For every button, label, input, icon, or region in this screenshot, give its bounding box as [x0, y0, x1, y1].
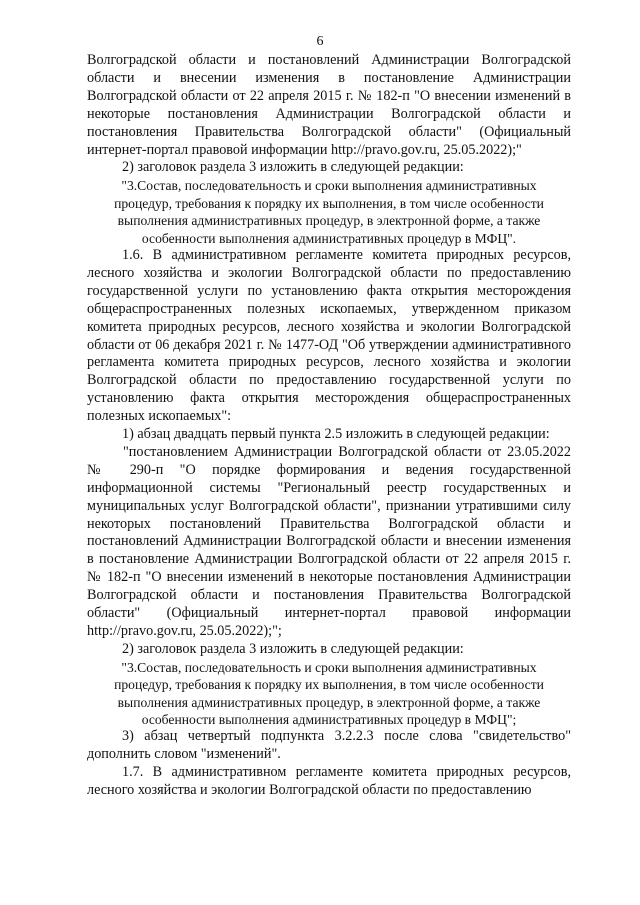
- quoted-heading-2: "3.Состав, последовательность и сроки выполнения административных процедур, требования к порядку их выполнения, в том числе особенности выполнения административных процедур, в электронной форме, а также особенности выполнения административных процедур в МФЦ";: [114, 659, 544, 728]
- paragraph-item-2b: 2) заголовок раздела 3 изложить в следующей редакции:: [122, 640, 464, 657]
- paragraph-item-3: 3) абзац четвертый подпункта 3.2.2.3 после слова "свидетельство" дополнить словом "изменений".: [87, 728, 571, 763]
- paragraph-item-1: 1) абзац двадцать первый пункта 2.5 изложить в следующей редакции:: [122, 426, 550, 443]
- paragraph-continuation: Волгоградской области и постановлений Администрации Волгоградской области и внесении изменения в постановление Администрации Волгоградской области от 22 апреля 2015 г. № 182-п "О внесении изменений в некоторые постановления Администрации Волгоградской области и постановления Правительства Волгоградской области" (Официальный интернет-портал правовой информации http://pravo.gov.ru, 25.05.2022);": [87, 52, 571, 158]
- paragraph-item-2: 2) заголовок раздела 3 изложить в следующей редакции:: [122, 159, 464, 176]
- document-body: [87, 52, 571, 800]
- quoted-heading-1: "3.Состав, последовательность и сроки выполнения административных процедур, требования к порядку их выполнения, в том числе особенности выполнения административных процедур, в электронной форме, а также особенности выполнения административных процедур в МФЦ".: [114, 178, 544, 246]
- paragraph-quoted-text: "постановлением Администрации Волгоградской области от 23.05.2022 № 290-п "О порядке формирования и ведения государственной информационной системы "Региональный реестр государственных и муниципальных услуг Волгоградской области", признании утратившими силу некоторых постановлений Правительства Волгоградской области и постановлений Администрации Волгоградской области и внесении изменения в постановление Администрации Волгоградской области от 22 апреля 2015 г. № 182-п "О внесении изменений в некоторые постановления Администрации Волгоградской области и постановления Правительства Волгоградской области" (Официальный интернет-портал правовой информации http://pravo.gov.ru, 25.05.2022);";: [87, 443, 571, 639]
- paragraph-1-7: 1.7. В административном регламенте комитета природных ресурсов, лесного хозяйства и экологии Волгоградской области по предоставлению: [87, 764, 571, 799]
- paragraph-1-6: 1.6. В административном регламенте комитета природных ресурсов, лесного хозяйства и экологии Волгоградской области по предоставлению государственной услуги по установлению факта открытия месторождения общераспространенных полезных ископаемых, утвержденном приказом комитета природных ресурсов, лесного хозяйства и экологии Волгоградской области от 06 декабря 2021 г. № 1477-ОД "Об утверждении административного регламента комитета природных ресурсов, лесного хозяйства и экологии Волгоградской области по предоставлению государственной услуги по установлению факта открытия месторождения общераспространенных полезных ископаемых":: [87, 246, 571, 425]
- page-number: 6: [316, 34, 324, 49]
